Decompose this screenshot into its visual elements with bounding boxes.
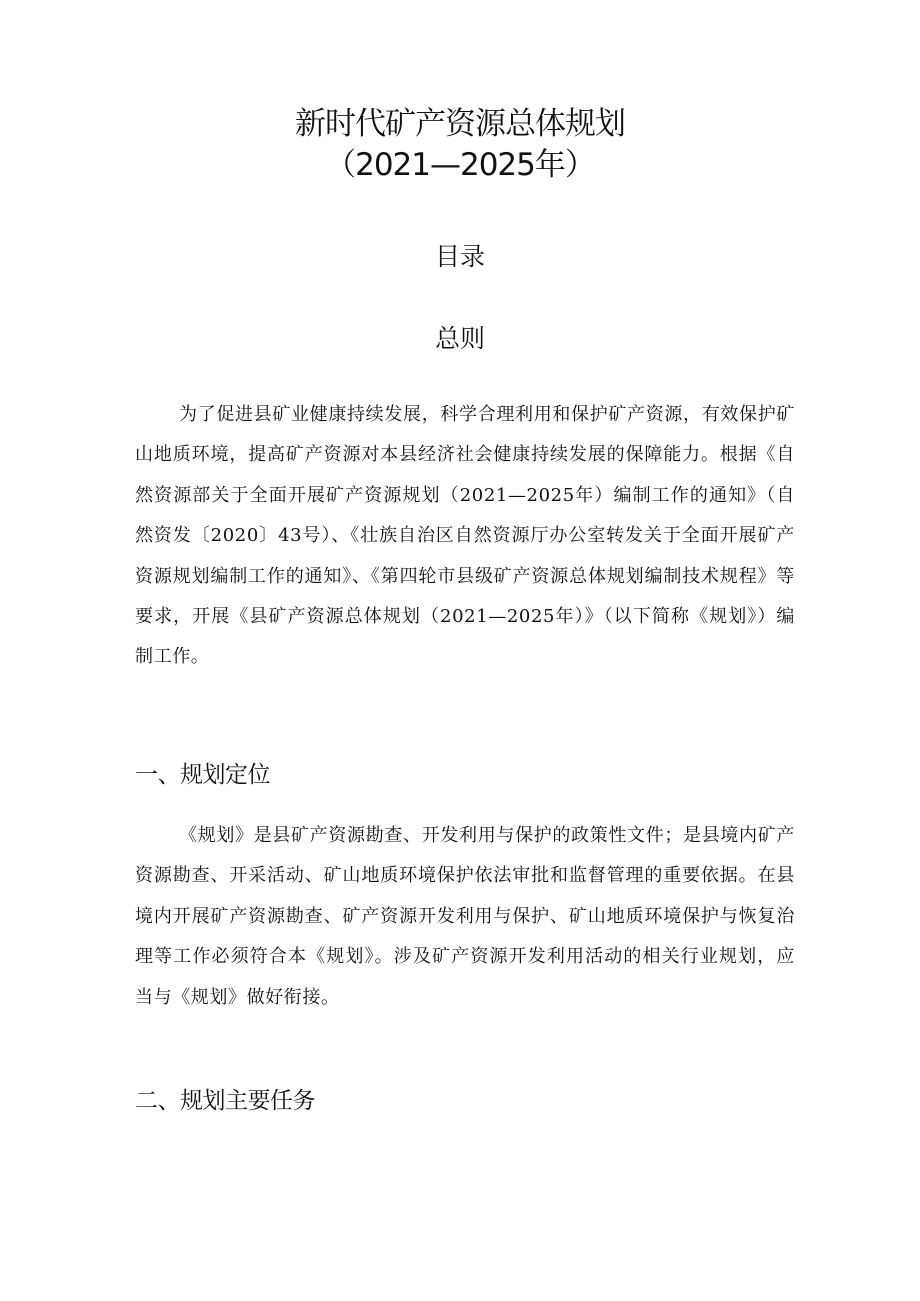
document-title-line1: 新时代矿产资源总体规划 xyxy=(295,106,625,142)
toc-heading: 目录 xyxy=(434,242,485,271)
document-title-line2: （2021—2025年） xyxy=(325,147,595,183)
section1-paragraph: 《规划》是县矿产资源勘查、开发利用与保护的政策性文件；是县境内矿产资源勘查、开采活动、矿山地质环境保护依法审批和监督管理的重要依据。在县境内开展矿产资源勘查、矿产资源开发利用与保护、矿山地质环境保护与恢复治理等工作必须符合本《规划》。涉及矿产资源开发利用活动的相关行业规划，应当与《规划》做好衔接。 xyxy=(135,825,795,1008)
section2-heading: 二、规划主要任务 xyxy=(135,1088,315,1114)
general-heading: 总则 xyxy=(434,324,485,353)
general-paragraph: 为了促进县矿业健康持续发展，科学合理利用和保护矿产资源，有效保护矿山地质环境，提高矿产资源对本县经济社会健康持续发展的保障能力。根据《自然资源部关于全面开展矿产资源规划（2021—2025年）编制工作的通知》（自然资发〔2020〕43号）、《壮族自治区自然资源厅办公室转发关于全面开展矿产资源规划编制工作的通知》、《第四轮市县级矿产资源总体规划编制技术规程》等要求，开展《县矿产资源总体规划（2021—2025年）》（以下简称《规划》）编制工作。 xyxy=(135,404,795,668)
section1-heading: 一、规划定位 xyxy=(135,762,270,788)
